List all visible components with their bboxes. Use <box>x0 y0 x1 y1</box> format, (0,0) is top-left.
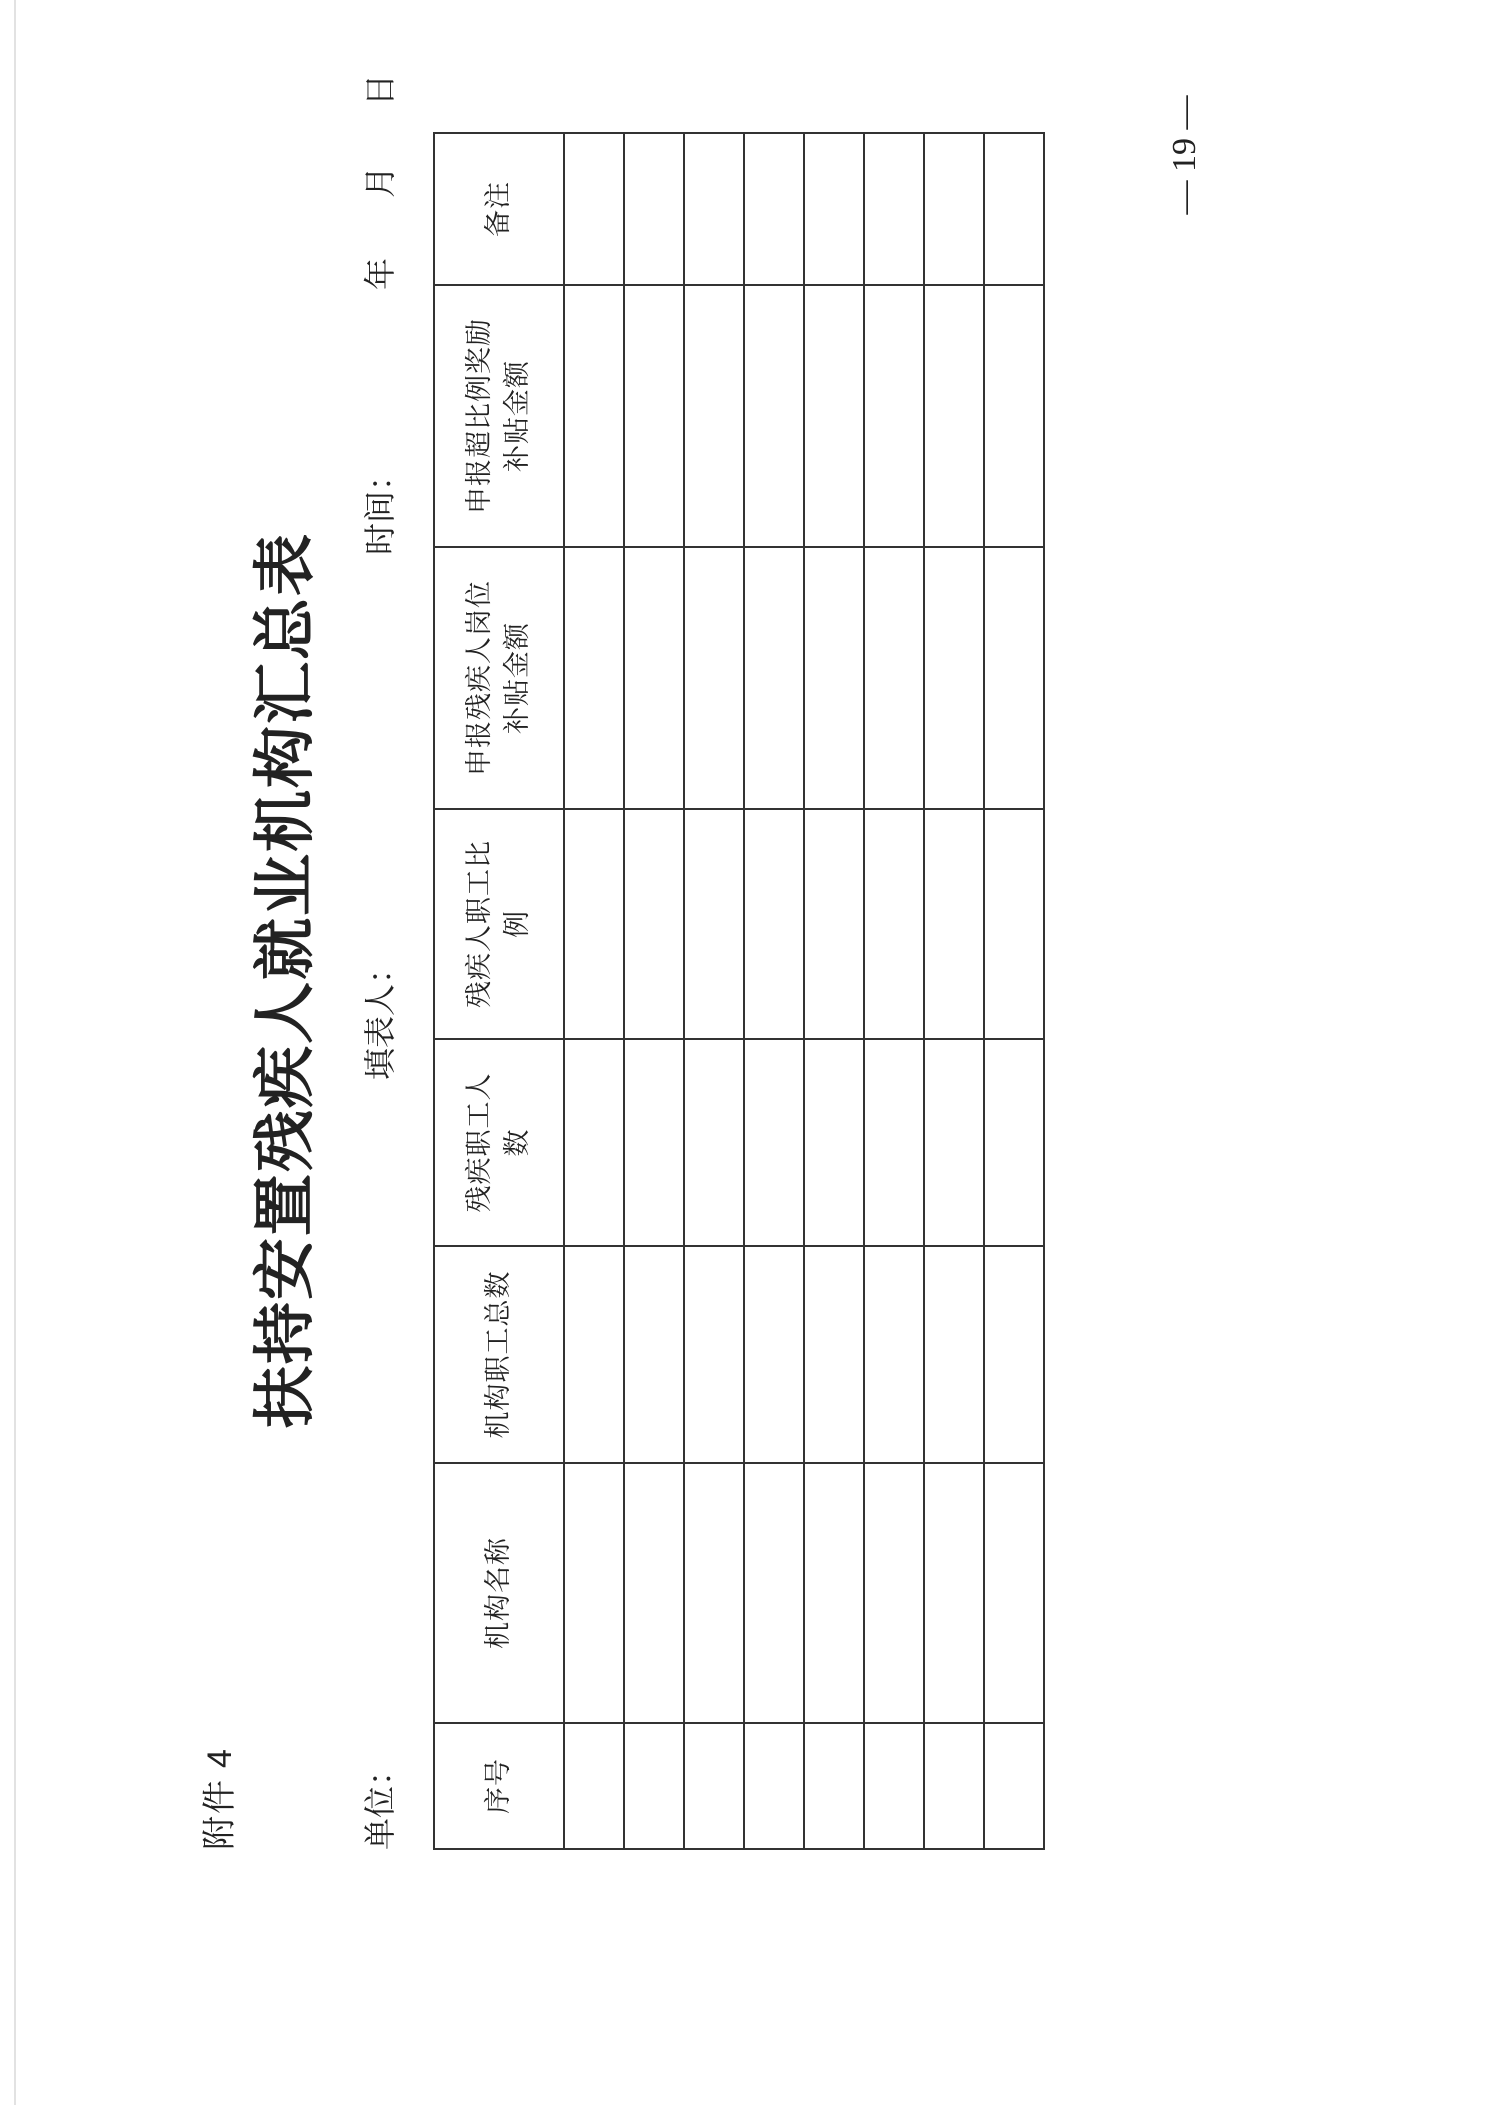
table-cell[interactable] <box>684 285 744 547</box>
table-cell[interactable] <box>564 809 624 1039</box>
table-cell[interactable] <box>564 285 624 547</box>
table-cell[interactable] <box>804 133 864 285</box>
table-cell[interactable] <box>924 1723 984 1849</box>
table-cell[interactable] <box>624 1246 684 1463</box>
table-cell[interactable] <box>744 1463 804 1723</box>
table-cell[interactable] <box>924 1246 984 1463</box>
table-cell[interactable] <box>924 547 984 809</box>
table-row <box>804 133 864 1849</box>
table-cell[interactable] <box>564 1723 624 1849</box>
table-cell[interactable] <box>684 809 744 1039</box>
table-cell[interactable] <box>564 1463 624 1723</box>
header-disabled-ratio: 残疾人职工比例 <box>434 809 564 1039</box>
table-row <box>984 133 1044 1849</box>
filler-label: 填表人： <box>361 951 399 1080</box>
time-label: 时间： <box>361 458 399 555</box>
table-row <box>864 133 924 1849</box>
table-cell[interactable] <box>864 285 924 547</box>
header-bonus-subsidy: 申报超比例奖励补贴金额 <box>434 285 564 547</box>
unit-label: 单位： <box>361 1753 399 1850</box>
header-total-staff: 机构职工总数 <box>434 1246 564 1463</box>
header-disabled-staff: 残疾职工人数 <box>434 1039 564 1246</box>
table-cell[interactable] <box>804 1039 864 1246</box>
table-cell[interactable] <box>624 809 684 1039</box>
table-cell[interactable] <box>984 1246 1044 1463</box>
table-cell[interactable] <box>564 547 624 809</box>
header-post-subsidy: 申报残疾人岗位补贴金额 <box>434 547 564 809</box>
table-cell[interactable] <box>984 1039 1044 1246</box>
table-cell[interactable] <box>624 285 684 547</box>
table-cell[interactable] <box>564 1246 624 1463</box>
table-header-row <box>434 133 564 1849</box>
table-body <box>564 133 1044 1849</box>
table-cell[interactable] <box>624 1723 684 1849</box>
table-cell[interactable] <box>744 1246 804 1463</box>
date-fields <box>350 14 410 290</box>
table-cell[interactable] <box>984 809 1044 1039</box>
table-cell[interactable] <box>804 1723 864 1849</box>
table-cell[interactable] <box>984 547 1044 809</box>
table-cell[interactable] <box>684 547 744 809</box>
table-cell[interactable] <box>924 1463 984 1723</box>
table-cell[interactable] <box>744 285 804 547</box>
table-cell[interactable] <box>684 133 744 285</box>
table-cell[interactable] <box>684 1039 744 1246</box>
table-row <box>924 133 984 1849</box>
date-year: 年 <box>361 255 399 290</box>
rotated-form-sheet <box>190 70 1190 1890</box>
attachment-text: 附件 <box>200 1778 240 1850</box>
table-cell[interactable] <box>804 1246 864 1463</box>
table-cell[interactable] <box>984 1463 1044 1723</box>
attachment-number: 4 <box>201 1747 239 1768</box>
table-cell[interactable] <box>864 1246 924 1463</box>
table-cell[interactable] <box>564 1039 624 1246</box>
table-cell[interactable] <box>624 1463 684 1723</box>
table-cell[interactable] <box>804 809 864 1039</box>
table-row <box>624 133 684 1849</box>
header-serial-number: 序号 <box>434 1723 564 1849</box>
page-edge-line <box>14 0 16 2105</box>
table-cell[interactable] <box>624 547 684 809</box>
table-cell[interactable] <box>744 1723 804 1849</box>
table-cell[interactable] <box>744 1039 804 1246</box>
table-cell[interactable] <box>864 809 924 1039</box>
table-cell[interactable] <box>804 1463 864 1723</box>
table-row <box>564 133 624 1849</box>
header-org-name: 机构名称 <box>434 1463 564 1723</box>
table-cell[interactable] <box>924 133 984 285</box>
table-cell[interactable] <box>804 285 864 547</box>
table-cell[interactable] <box>744 133 804 285</box>
table-row <box>744 133 804 1849</box>
table-cell[interactable] <box>744 547 804 809</box>
form-title: 扶持安置残疾人就业机构汇总表 <box>248 532 321 1429</box>
table-cell[interactable] <box>804 547 864 809</box>
table-cell[interactable] <box>864 1723 924 1849</box>
table-cell[interactable] <box>744 809 804 1039</box>
table-cell[interactable] <box>564 133 624 285</box>
header-remarks: 备注 <box>434 133 564 285</box>
summary-table <box>433 132 1045 1850</box>
table-cell[interactable] <box>864 1039 924 1246</box>
table-cell[interactable] <box>864 1463 924 1723</box>
table-cell[interactable] <box>924 1039 984 1246</box>
table-cell[interactable] <box>924 809 984 1039</box>
table-cell[interactable] <box>924 285 984 547</box>
date-month: 月 <box>361 163 399 198</box>
table-row <box>684 133 744 1849</box>
table-cell[interactable] <box>984 285 1044 547</box>
page-number: — 19 — <box>1166 95 1203 215</box>
table-cell[interactable] <box>984 133 1044 285</box>
table-cell[interactable] <box>684 1246 744 1463</box>
table-cell[interactable] <box>624 133 684 285</box>
table-cell[interactable] <box>864 547 924 809</box>
table-cell[interactable] <box>684 1723 744 1849</box>
table-cell[interactable] <box>864 133 924 285</box>
table-cell[interactable] <box>984 1723 1044 1849</box>
table-cell[interactable] <box>624 1039 684 1246</box>
table-cell[interactable] <box>684 1463 744 1723</box>
date-day: 日 <box>361 71 399 106</box>
